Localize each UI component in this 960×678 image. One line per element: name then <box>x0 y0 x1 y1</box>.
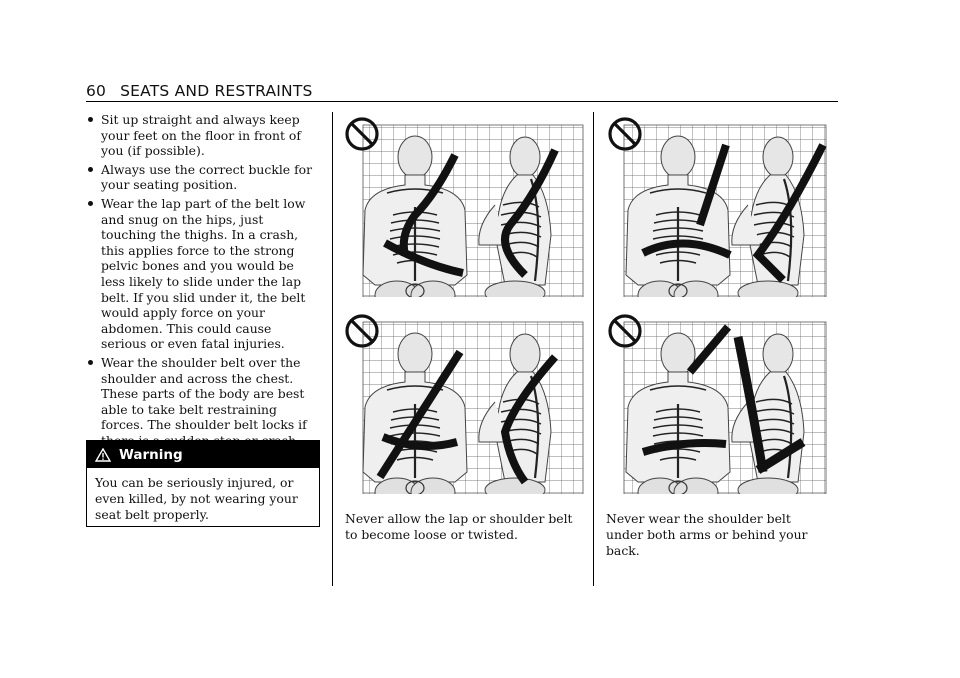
figure-belt-loose <box>345 312 585 494</box>
figure-caption: Never allow the lap or shoulder belt to become loose or twisted. <box>345 511 573 542</box>
column-divider <box>593 112 594 586</box>
warning-text: You can be seriously injured, or even killed, by not wearing your seat belt properly. <box>95 475 298 522</box>
bullet-text: Wear the lap part of the belt low and snug on the hips, just touching the thighs. In a crash, this applies force to the strong pelvic bones and you would be less likely to slide under the lap belt. If you slid under it, the belt would apply force on your abdomen. This could cause serious or even fatal injuries. <box>101 195 306 352</box>
bullet-item <box>86 196 320 352</box>
bullet-text: Wear the shoulder belt over the shoulder and across the chest. These parts of the body are best able to take belt restraining forces. The shoulder belt locks if <box>101 354 307 433</box>
bullet-item <box>86 355 320 449</box>
section-title: SEATS AND RESTRAINTS <box>120 82 313 100</box>
bullet-dot <box>88 201 93 206</box>
header-rule <box>86 101 838 102</box>
page-number: 60 <box>86 82 107 100</box>
warning-triangle-icon <box>95 448 111 462</box>
bullet-dot <box>88 117 93 122</box>
left-column <box>86 112 320 451</box>
bullet-item <box>86 162 320 193</box>
page-header <box>86 82 327 100</box>
bullet-list <box>86 112 320 448</box>
bullet-dot <box>88 360 93 365</box>
bullet-text: Sit up straight and always keep your feet on the floor in front of you (if possible). <box>101 112 301 159</box>
figure-caption: Never wear the shoulder belt under both arms or behind your back. <box>606 511 808 558</box>
bullet-dot <box>88 167 93 172</box>
warning-title: Warning <box>119 446 183 463</box>
warning-box <box>86 440 320 527</box>
figure-belt-under-arm <box>608 312 828 494</box>
bullet-item <box>86 112 320 159</box>
warning-header <box>87 441 319 468</box>
column-divider <box>332 112 333 586</box>
figure-belt-twisted-2 <box>608 115 828 297</box>
bullet-text: Always use the correct buckle for your seating position. <box>101 161 313 193</box>
figure-belt-twisted <box>345 115 585 297</box>
